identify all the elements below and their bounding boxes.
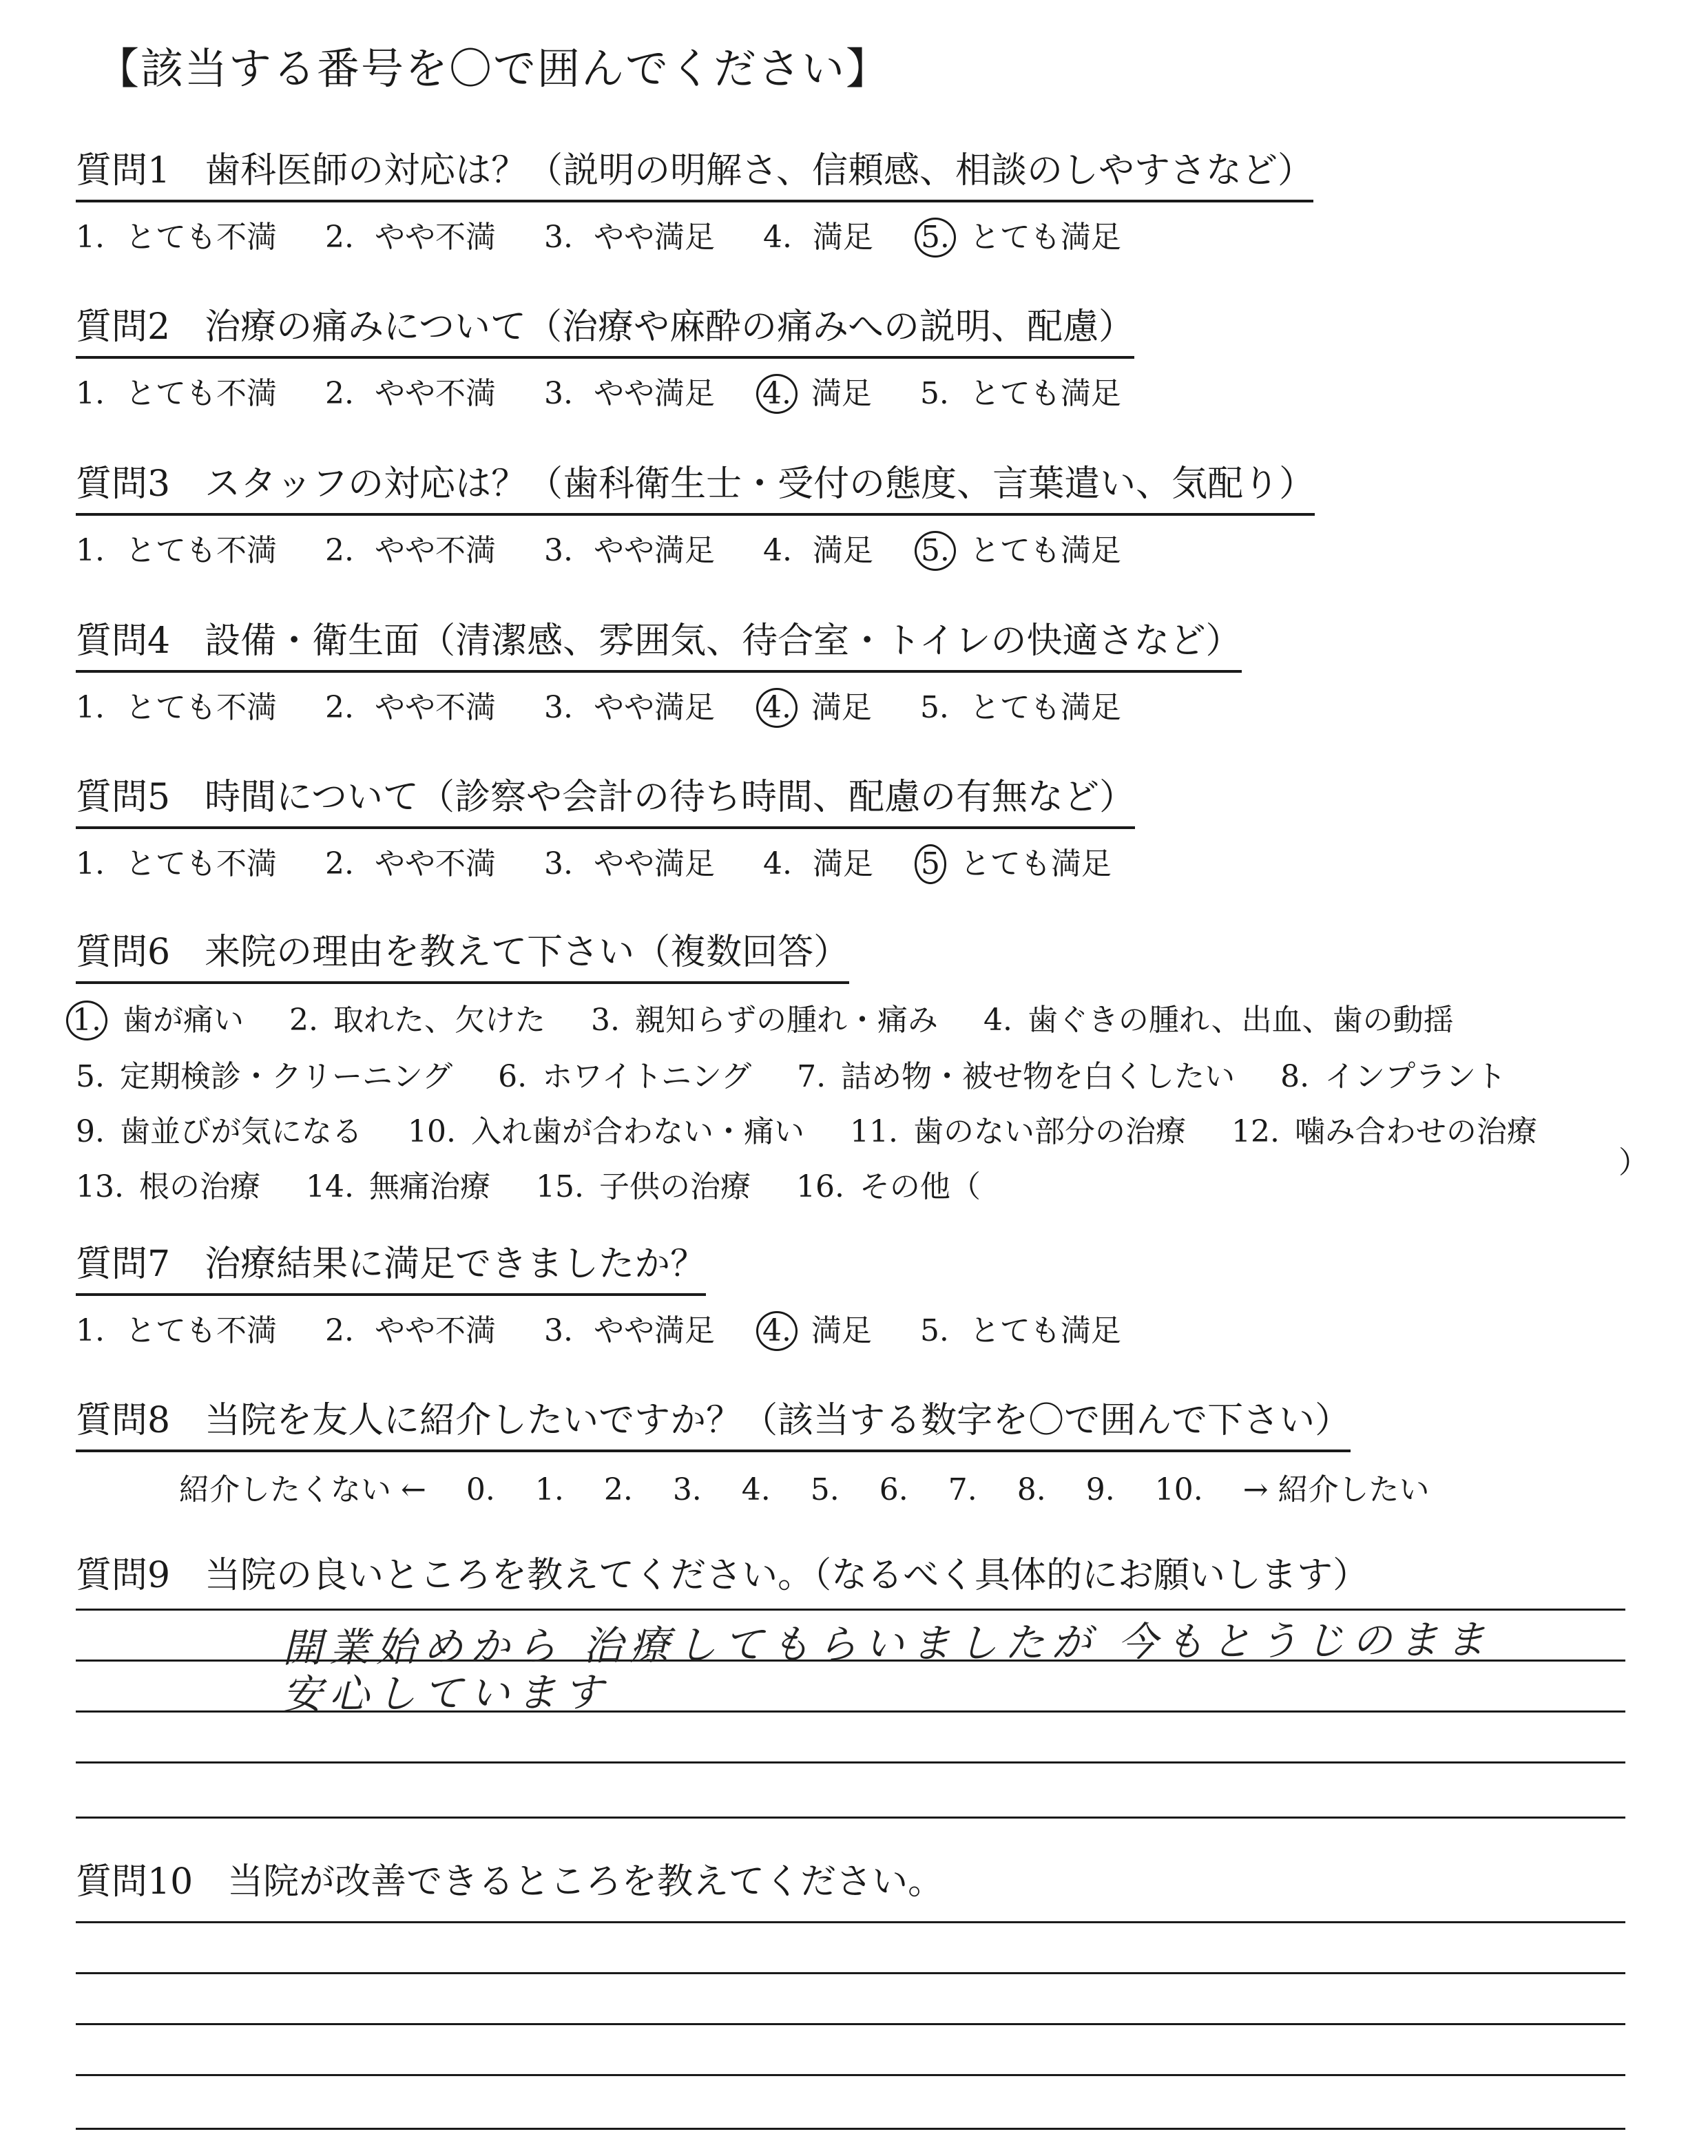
question-6-text: 来院の理由を教えて下さい（複数回答） (205, 932, 850, 973)
scale-8[interactable]: 8. (1017, 1472, 1046, 1507)
option-3[interactable]: 3. やや満足 (543, 846, 715, 881)
reason-4[interactable]: 4. 歯ぐきの腫れ、出血、歯の動揺 (983, 1003, 1454, 1038)
option-1[interactable]: 1. とても不満 (76, 533, 277, 568)
option-3[interactable]: 3. やや満足 (543, 533, 715, 568)
answer-line (76, 2074, 1625, 2076)
question-2 (76, 297, 1160, 414)
scale-9[interactable]: 9. (1085, 1472, 1115, 1507)
reason-15[interactable]: 15. 子供の治療 (535, 1169, 751, 1204)
question-1 (76, 141, 1313, 258)
question-5-title (76, 768, 1135, 829)
scale-10[interactable]: 10. (1154, 1472, 1203, 1507)
page-title: 【該当する番号を〇で囲んでください】 (96, 43, 891, 94)
reason-9[interactable]: 9. 歯並びが気になる (76, 1114, 362, 1149)
question-4-options (76, 682, 1242, 728)
option-2[interactable]: 2. やや不満 (324, 1313, 496, 1348)
question-9 (76, 1546, 1368, 1598)
option-2[interactable]: 2. やや不満 (324, 533, 496, 568)
scale-right-label: → 紹介したい (1242, 1472, 1430, 1507)
option-1[interactable]: 1. とても不満 (76, 1313, 277, 1348)
option-5-selected[interactable]: 5. とても満足 (921, 525, 1121, 571)
reason-14[interactable]: 14. 無痛治療 (305, 1169, 490, 1204)
question-4 (76, 611, 1242, 728)
answer-line (76, 2128, 1625, 2130)
question-1-options (76, 212, 1313, 258)
scale-5[interactable]: 5. (810, 1472, 840, 1507)
option-4[interactable]: 4. 満足 (762, 846, 873, 881)
question-9-title (76, 1546, 1368, 1598)
option-3[interactable]: 3. やや満足 (543, 376, 715, 411)
other-close-paren: ） (1618, 1145, 1649, 1180)
option-1[interactable]: 1. とても不満 (76, 690, 277, 725)
option-4[interactable]: 4. 満足 (762, 533, 873, 568)
question-5-options (76, 839, 1150, 884)
reason-row-1 (72, 995, 1573, 1040)
option-1[interactable]: 1. とても不満 (76, 846, 277, 881)
question-7 (76, 1235, 1160, 1351)
scale-1[interactable]: 1. (534, 1472, 564, 1507)
question-8-number: 質問8 (76, 1400, 171, 1441)
reason-11[interactable]: 11. 歯のない部分の治療 (849, 1114, 1186, 1149)
reason-row-2 (76, 1051, 1573, 1096)
option-4-selected[interactable]: 4. 満足 (763, 682, 872, 728)
question-5 (76, 768, 1150, 884)
question-1-number: 質問1 (76, 150, 171, 191)
question-8 (76, 1391, 1460, 1509)
option-5[interactable]: 5. とても満足 (919, 376, 1121, 411)
scale-6[interactable]: 6. (879, 1472, 908, 1507)
answer-line (76, 1972, 1625, 1974)
option-1[interactable]: 1. とても不満 (76, 376, 277, 411)
question-7-options (76, 1306, 1160, 1351)
reason-8[interactable]: 8. インプラント (1280, 1059, 1507, 1094)
reason-row-4 (76, 1162, 1573, 1206)
option-1[interactable]: 1. とても不満 (76, 220, 277, 255)
option-3[interactable]: 3. やや満足 (543, 1313, 715, 1348)
scale-3[interactable]: 3. (672, 1472, 702, 1507)
reason-7[interactable]: 7. 詰め物・被せ物を白くしたい (797, 1059, 1236, 1094)
question-3-title (76, 454, 1315, 516)
question-4-text: 設備・衛生面（清潔感、雰囲気、待合室・トイレの快適さなど） (205, 620, 1242, 662)
reason-6[interactable]: 6. ホワイトニング (498, 1059, 752, 1094)
option-5[interactable]: 5. とても満足 (919, 1313, 1121, 1348)
option-5[interactable]: 5. とても満足 (919, 690, 1121, 725)
question-3-text: スタッフの対応は？（歯科衛生士・受付の態度、言葉遣い、気配り） (205, 463, 1315, 505)
scale-4[interactable]: 4. (741, 1472, 771, 1507)
question-10 (76, 1852, 944, 1904)
question-8-title (76, 1391, 1351, 1452)
question-4-title (76, 611, 1242, 673)
answer-line (76, 2023, 1625, 2025)
handwritten-answer-line-1: 開業始めから 治療してもらいましたが 今もとうじのまま (282, 1615, 1493, 1672)
answer-line (76, 1921, 1625, 1923)
question-9-text: 当院の良いところを教えてください。（なるべく具体的にお願いします） (205, 1555, 1369, 1596)
option-3[interactable]: 3. やや満足 (543, 690, 715, 725)
option-3[interactable]: 3. やや満足 (543, 220, 715, 255)
question-3 (76, 454, 1315, 571)
question-10-text: 当院が改善できるところを教えてください。 (227, 1861, 944, 1903)
reason-5[interactable]: 5. 定期検診・クリーニング (76, 1059, 453, 1094)
scale-7[interactable]: 7. (948, 1472, 977, 1507)
scale-0[interactable]: 0. (466, 1472, 495, 1507)
question-6-number: 質問6 (76, 932, 171, 973)
question-5-text: 時間について（診察や会計の待ち時間、配慮の有無など） (205, 777, 1136, 818)
question-2-number: 質問2 (76, 306, 171, 348)
reason-13[interactable]: 13. 根の治療 (76, 1169, 260, 1204)
option-2[interactable]: 2. やや不満 (324, 846, 496, 881)
question-1-text: 歯科医師の対応は？（説明の明解さ、信頼感、相談のしやすさなど） (205, 150, 1314, 191)
question-6-title (76, 923, 849, 984)
question-2-options (76, 368, 1160, 414)
reason-10[interactable]: 10. 入れ歯が合わない・痛い (407, 1114, 804, 1149)
question-6 (72, 923, 1573, 1206)
question-7-title (76, 1235, 706, 1296)
question-1-title (76, 141, 1313, 202)
question-9-number: 質問9 (76, 1555, 171, 1596)
question-3-number: 質問3 (76, 463, 171, 505)
option-2[interactable]: 2. やや不満 (324, 690, 496, 725)
scale-2[interactable]: 2. (603, 1472, 633, 1507)
question-8-text: 当院を友人に紹介したいですか？（該当する数字を〇で囲んで下さい） (205, 1400, 1351, 1441)
question-7-number: 質問7 (76, 1244, 171, 1285)
reason-1-selected[interactable]: 1. 歯が痛い (76, 995, 244, 1040)
option-5-selected[interactable]: 5 とても満足 (921, 839, 1112, 884)
option-2[interactable]: 2. やや不満 (324, 376, 496, 411)
answer-line (76, 1817, 1625, 1819)
question-4-number: 質問4 (76, 620, 171, 662)
option-4[interactable]: 4. 満足 (762, 220, 873, 255)
question-10-title (76, 1852, 944, 1904)
option-2[interactable]: 2. やや不満 (324, 220, 496, 255)
option-4-selected[interactable]: 4. 満足 (763, 1306, 872, 1351)
scale-left-label: 紹介したくない ← (179, 1472, 426, 1507)
option-5-selected[interactable]: 5. とても満足 (921, 212, 1121, 258)
question-7-text: 治療結果に満足できましたか？ (205, 1244, 707, 1285)
reason-2[interactable]: 2. 取れた、欠けた (289, 1003, 545, 1038)
question-10-number: 質問10 (76, 1861, 194, 1903)
answer-line (76, 1761, 1625, 1763)
reason-row-3 (76, 1107, 1573, 1151)
question-5-number: 質問5 (76, 777, 171, 818)
reason-16-other[interactable]: 16. その他（ (795, 1169, 981, 1204)
question-3-options (76, 525, 1315, 571)
reason-12[interactable]: 12. 噛み合わせの治療 (1231, 1114, 1537, 1149)
question-2-title (76, 297, 1134, 359)
reason-3[interactable]: 3. 親知らずの腫れ・痛み (590, 1003, 938, 1038)
recommend-scale (76, 1465, 1460, 1509)
option-4-selected[interactable]: 4. 満足 (763, 368, 872, 414)
handwritten-answer-line-2: 安心しています (282, 1668, 611, 1718)
question-2-text: 治療の痛みについて（治療や麻酔の痛みへの説明、配慮） (205, 306, 1135, 348)
